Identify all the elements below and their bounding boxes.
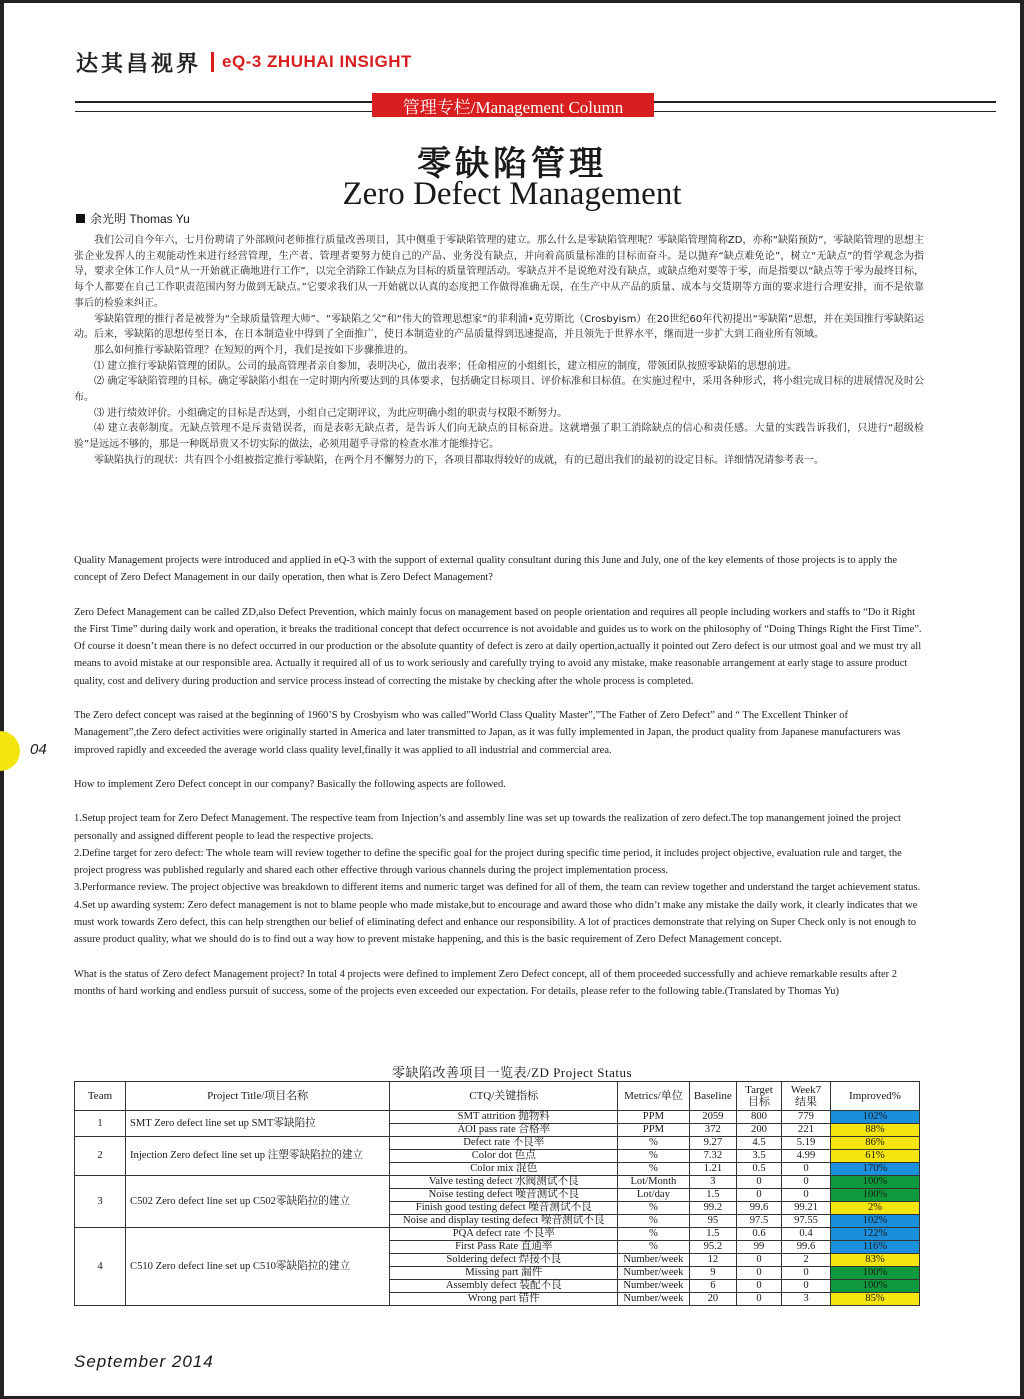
metrics-cell: %	[618, 1163, 690, 1176]
week7-cell: 221	[782, 1124, 831, 1137]
baseline-cell: 6	[689, 1280, 736, 1293]
project-title: SMT Zero defect line set up SMT零缺陷拉	[126, 1111, 390, 1137]
metrics-cell: Number/week	[618, 1254, 690, 1267]
header-baseline: Baseline	[689, 1082, 736, 1111]
target-cell: 0.6	[737, 1228, 782, 1241]
cn-paragraph: 零缺陷执行的现状：共有四个小组被指定推行零缺陷，在两个月不懈努力的下，各项目都取得较好的成就，有的已超出我们的最初的设定目标。详细情况请参考表一。	[94, 454, 824, 466]
improved-cell: 61%	[831, 1150, 920, 1163]
week7-cell: 99.21	[782, 1202, 831, 1215]
cn-paragraph: ⑶ 进行绩效评价。小组确定的目标是否达到，小组自己定期评议，为此应明确小组的职责与权限不断努力。	[94, 407, 568, 419]
metrics-cell: PPM	[618, 1124, 690, 1137]
week7-cell: 0	[782, 1176, 831, 1189]
metrics-cell: Number/week	[618, 1293, 690, 1306]
ctq-cell: Missing part 漏件	[390, 1267, 618, 1280]
target-cell: 97.5	[737, 1215, 782, 1228]
metrics-cell: %	[618, 1137, 690, 1150]
page-tab-marker	[0, 731, 20, 771]
ctq-cell: Assembly defect 装配不良	[390, 1280, 618, 1293]
project-title: Injection Zero defect line set up 注塑零缺陷拉的建立	[126, 1137, 390, 1176]
ctq-cell: SMT attrition 抛物料	[390, 1111, 618, 1124]
ctq-cell: Color mix 混色	[390, 1163, 618, 1176]
target-cell: 0	[737, 1176, 782, 1189]
improved-cell: 100%	[831, 1280, 920, 1293]
improved-cell: 88%	[831, 1124, 920, 1137]
week7-cell: 5.19	[782, 1137, 831, 1150]
target-cell: 0	[737, 1280, 782, 1293]
ctq-cell: PQA defect rate 不良率	[390, 1228, 618, 1241]
team-number: 1	[75, 1111, 126, 1137]
improved-cell: 83%	[831, 1254, 920, 1267]
header-project: Project Title/项目名称	[126, 1082, 390, 1111]
improved-cell: 102%	[831, 1111, 920, 1124]
header-metrics: Metrics/单位	[618, 1082, 690, 1111]
target-cell: 0	[737, 1293, 782, 1306]
target-cell: 800	[737, 1111, 782, 1124]
header-week7: Week7 结果	[782, 1082, 831, 1111]
article-title-chinese: 零缺陷管理	[417, 144, 607, 184]
metrics-cell: %	[618, 1202, 690, 1215]
cn-paragraph: 我们公司自今年六，七月份聘请了外部顾问老师推行质量改善项目，其中侧重于零缺陷管理的建立。那么什么是零缺陷管理呢？零缺陷管理简称ZD，亦称“缺陷预防”，零缺陷管理的思想主张企业发挥人的主观能动性来进行经营管理，生产者、管理者要努力使自己的产品、业务没有缺点，并向着高质量标准的目标而奋斗。是以抛弃“缺点难免论”，树立“无缺点”的哲学观念为指导，要求全体工作人员“从一开始就正确地进行工作”，以完全消除工作缺点为目标的质量管理活动。零缺点并不是说绝对没有缺点，或缺点绝对要等于零，而是指要以“缺点等于零为最终目标，每个人都要在自己工作职责范围内努力做到无缺点。”它要求我们从一开始就以认真的态度把工作做得准确无误，在生产中从产品的质量、成本与交货期等方面的要求进行合理安排，而不是依靠事后的检验来纠正。	[74, 235, 924, 309]
author-byline	[76, 210, 190, 227]
table-body	[75, 1111, 920, 1306]
square-bullet-icon	[76, 214, 85, 223]
header-target: Target 目标	[737, 1082, 782, 1111]
masthead-english: eQ-3 ZHUHAI INSIGHT	[222, 52, 412, 71]
en-paragraph: 2.Define target for zero defect: The whole team will review together to define the specific goal for the project during specific time period, it includes project objective, evaluation rule and target, the project progress was published regularly and shared each other effective through various channels during the project implementation process.	[74, 847, 902, 877]
improved-cell: 85%	[831, 1293, 920, 1306]
baseline-cell: 12	[689, 1254, 736, 1267]
week7-cell: 97.55	[782, 1215, 831, 1228]
improved-cell: 2%	[831, 1202, 920, 1215]
improved-cell: 116%	[831, 1241, 920, 1254]
improved-cell: 100%	[831, 1176, 920, 1189]
cn-paragraph: ⑴ 建立推行零缺陷管理的团队。公司的最高管理者亲自参加，表明决心，做出表率；任命相应的小组组长，建立相应的制度，带领团队按照零缺陷的思想前进。	[94, 360, 798, 372]
target-cell: 200	[737, 1124, 782, 1137]
project-title: C510 Zero defect line set up C510零缺陷拉的建立	[126, 1228, 390, 1306]
baseline-cell: 2059	[689, 1111, 736, 1124]
project-status-table	[74, 1081, 920, 1306]
ctq-cell: Noise testing defect 噪音测试不良	[390, 1189, 618, 1202]
project-title: C502 Zero defect line set up C502零缺陷拉的建立	[126, 1176, 390, 1228]
masthead-separator	[211, 52, 214, 72]
issue-date: September 2014	[74, 1352, 214, 1371]
ctq-cell: Valve testing defect 水阀测试不良	[390, 1176, 618, 1189]
cn-paragraph: ⑵ 确定零缺陷管理的目标。确定零缺陷小组在一定时期内所要达到的具体要求，包括确定目标项目、评价标准和目标值。在实施过程中，采用各种形式，将小组完成目标的进展情况及时公布。	[74, 376, 924, 404]
baseline-cell: 99.2	[689, 1202, 736, 1215]
ctq-cell: Noise and display testing defect 噪音测试不良	[390, 1215, 618, 1228]
page-number: 04	[30, 741, 47, 758]
baseline-cell: 1.5	[689, 1189, 736, 1202]
metrics-cell: %	[618, 1241, 690, 1254]
target-cell: 0.5	[737, 1163, 782, 1176]
baseline-cell: 95	[689, 1215, 736, 1228]
article-title-english: Zero Defect Management	[342, 176, 682, 212]
improved-cell: 102%	[831, 1215, 920, 1228]
masthead-chinese: 达其昌视界	[76, 50, 202, 77]
en-paragraph: 1.Setup project team for Zero Defect Management. The respective team from Injection’s and assembly line was set up towards the realization of zero defect.The top manangement joined the project personally and assigned different people to lead the respective projects.	[74, 813, 901, 842]
metrics-cell: %	[618, 1150, 690, 1163]
en-paragraph: Zero Defect Management can be called ZD,also Defect Prevention, which mainly focus on management based on people orientation and requires all people including workers and staffs to “Do it Right the First Time” during daily work and operation, it breaks the traditional concept that defect occurrence is not avoidable and guides us to work on the philosophy of “Doing Things Right the First Time”. Of course it doesn’t mean there is no defect occurred in our production or the absolute quantity of defect is zero at daily opertion,actually it pointed out Zero defect is our utmost goal and we must try all means to avoid mistake at our responsible area. Actually it required all of us to work seriously and carefully trying to avoid any mistake, make reasonable arrangement at early stage to assure product quality, cost and delivery during production and service process instead of correcting the mistake by checking after the whole process is completed.	[74, 606, 922, 687]
metrics-cell: Number/week	[618, 1280, 690, 1293]
team-number: 4	[75, 1228, 126, 1306]
baseline-cell: 372	[689, 1124, 736, 1137]
table-row	[75, 1137, 920, 1150]
week7-cell: 0.4	[782, 1228, 831, 1241]
target-cell: 99	[737, 1241, 782, 1254]
table-row	[75, 1111, 920, 1124]
baseline-cell: 95.2	[689, 1241, 736, 1254]
week7-cell: 0	[782, 1163, 831, 1176]
baseline-cell: 20	[689, 1293, 736, 1306]
improved-cell: 100%	[831, 1189, 920, 1202]
ctq-cell: AOI pass rate 合格率	[390, 1124, 618, 1137]
week7-cell: 0	[782, 1280, 831, 1293]
en-paragraph: What is the status of Zero defect Management project? In total 4 projects were defined to implement Zero Defect concept, all of them proceeded successfully and achieve remarkable results after 2 months of hard working and endless pursuit of success, some of the projects even exceeded our expectation. For details, please refer to the following table.(Translated by Thomas Yu)	[74, 968, 898, 997]
header-improved: Improved%	[831, 1082, 920, 1111]
metrics-cell: Number/week	[618, 1267, 690, 1280]
english-body	[74, 552, 922, 1000]
target-cell: 0	[737, 1254, 782, 1267]
en-paragraph: 3.Performance review. The project objective was breakdown to different items and numeric target was defined for all of them, the team can review together and understand the target achievement status.	[74, 882, 921, 894]
ctq-cell: Color dot 色点	[390, 1150, 618, 1163]
week7-cell: 2	[782, 1254, 831, 1267]
baseline-cell: 1.5	[689, 1228, 736, 1241]
table-header-row	[75, 1082, 920, 1111]
table-row	[75, 1176, 920, 1189]
en-paragraph: The Zero defect concept was raised at the beginning of 1960’S by Crosbyism who was called”World Class Quality Master”,”The Father of Zero Defect” and “ The Excellent Thinker of Management”,the Zero defect activities were originally started in America and later transmitted to Japan, as it was fully implemented in Japan, the product quality from Japanese manufacturers was improved rapidly and exceeded the average world class quality level,finally it was applied to all industrial and commercial area.	[74, 710, 901, 756]
ctq-cell: Wrong part 错件	[390, 1293, 618, 1306]
header-ctq: CTQ/关键指标	[390, 1082, 618, 1111]
page-border-top	[0, 0, 1024, 3]
target-cell: 0	[737, 1189, 782, 1202]
ctq-cell: Defect rate 不良率	[390, 1137, 618, 1150]
week7-cell: 0	[782, 1189, 831, 1202]
cn-paragraph: 零缺陷管理的推行者是被誉为“全球质量管理大师”、“零缺陷之父”和“伟大的管理思想家”的菲利浦•克劳斯比（Crosbyism）在20世纪60年代初提出“零缺陷”思想，并在美国推行零缺陷运动。后来，零缺陷的思想传至日本，在日本制造业中得到了全面推广，使日本制造业的产品质量得到迅速提高，并且领先于世界水平，继而进一步扩大到工商业所有领域。	[74, 313, 924, 341]
week7-cell: 3	[782, 1293, 831, 1306]
improved-cell: 86%	[831, 1137, 920, 1150]
column-badge: 管理专栏/Management Column	[372, 93, 654, 117]
metrics-cell: PPM	[618, 1111, 690, 1124]
target-cell: 3.5	[737, 1150, 782, 1163]
baseline-cell: 9	[689, 1267, 736, 1280]
improved-cell: 100%	[831, 1267, 920, 1280]
target-cell: 0	[737, 1267, 782, 1280]
en-paragraph: Quality Management projects were introduced and applied in eQ-3 with the support of external quality consultant during this June and July, one of the key elements of those projects is to apply the concept of Zero Defect Management in our daily operation, then what is Zero Defect Management?	[74, 555, 898, 584]
table-title: 零缺陷改善项目一览表/ZD Project Status	[391, 1065, 633, 1080]
en-paragraph: How to implement Zero Defect concept in our company? Basically the following aspects are followed.	[74, 778, 506, 790]
masthead	[76, 48, 412, 76]
metrics-cell: %	[618, 1228, 690, 1241]
team-number: 2	[75, 1137, 126, 1176]
improved-cell: 170%	[831, 1163, 920, 1176]
table-row	[75, 1228, 920, 1241]
baseline-cell: 7.32	[689, 1150, 736, 1163]
baseline-cell: 3	[689, 1176, 736, 1189]
metrics-cell: %	[618, 1215, 690, 1228]
en-paragraph: 4.Set up awarding system: Zero defect management is not to blame people who made mistake,but to encourage and award those who didn’t make any mistake the daily work, it clearly indicates that we must work towards Zero defect, this can help strengthen our belief of eliminating defect and enhance our responsibility. A lot of practices demonstrate that relying on Super Check only is not enough to assure product quality, what we should do is to find out a way how to prevent mistake happening, and this is the basic requirement of Zero Defect Management concept.	[74, 899, 918, 946]
ctq-cell: Finish good testing defect 噪音测试不良	[390, 1202, 618, 1215]
cn-paragraph: 那么如何推行零缺陷管理？在短短的两个月，我们是按如下步骤推进的。	[94, 344, 414, 356]
metrics-cell: Lot/day	[618, 1189, 690, 1202]
baseline-cell: 1.21	[689, 1163, 736, 1176]
metrics-cell: Lot/Month	[618, 1176, 690, 1189]
ctq-cell: Soldering defect 焊接不良	[390, 1254, 618, 1267]
improved-cell: 122%	[831, 1228, 920, 1241]
target-cell: 4.5	[737, 1137, 782, 1150]
ctq-cell: First Pass Rate 直通率	[390, 1241, 618, 1254]
chinese-body	[74, 233, 924, 469]
target-cell: 99.6	[737, 1202, 782, 1215]
baseline-cell: 9.27	[689, 1137, 736, 1150]
author-name: 余光明 Thomas Yu	[90, 212, 190, 226]
header-team: Team	[75, 1082, 126, 1111]
week7-cell: 4.99	[782, 1150, 831, 1163]
cn-paragraph: ⑷ 建立表彰制度。无缺点管理不是斥责错误者，而是表彰无缺点者，是告诉人们向无缺点的目标奋进。这就增强了职工消除缺点的信心和责任感。大量的实践告诉我们，只进行“超级检验”是远远不够的，那是一种既昂贵又不切实际的做法，必须用超乎寻常的检查水准才能维持它。	[74, 423, 924, 451]
team-number: 3	[75, 1176, 126, 1228]
week7-cell: 0	[782, 1267, 831, 1280]
week7-cell: 99.6	[782, 1241, 831, 1254]
week7-cell: 779	[782, 1111, 831, 1124]
